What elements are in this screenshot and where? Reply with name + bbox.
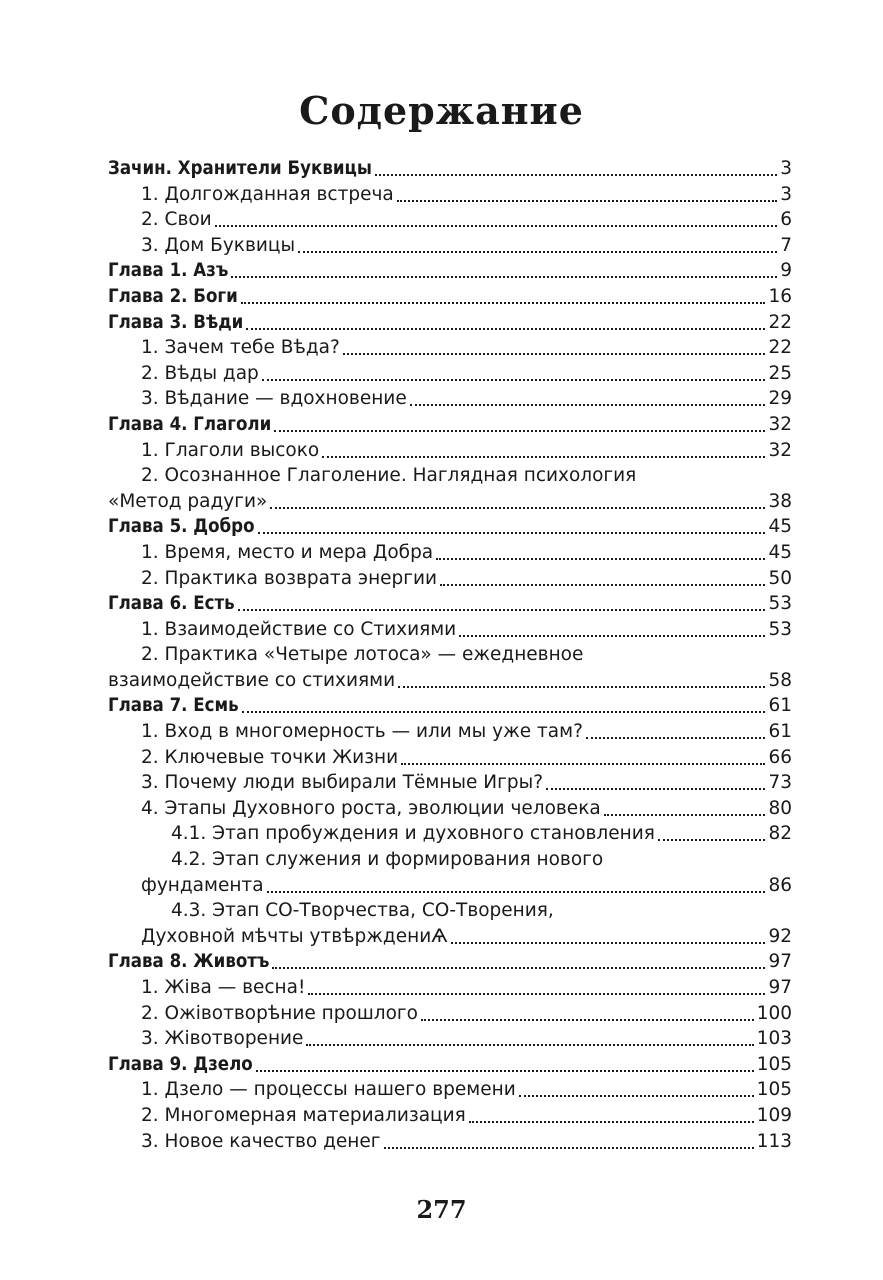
toc-entry-text: 3. Дом Буквицы	[141, 234, 296, 256]
toc-chapter-entry	[108, 156, 792, 182]
toc-entry-text: Глава 3. Вѣди	[108, 311, 244, 333]
page-number: 277	[416, 1195, 467, 1224]
dot-leader	[421, 1018, 754, 1021]
toc-section-entry	[108, 335, 792, 361]
toc-section-entry	[108, 540, 792, 566]
dot-leader	[436, 557, 765, 560]
dot-leader	[519, 1094, 754, 1097]
toc-entry-text: 2. Практика возврата энергии	[141, 567, 438, 589]
toc-entry-text: Зачин. Хранители Буквицы	[108, 158, 372, 179]
toc-entry-text: 2. Многомерная материализация	[141, 1104, 466, 1126]
toc-entry-text: 3. Вѣдание — вдохновение	[141, 388, 407, 410]
toc-entry-text: Глава 9. Дзело	[108, 1053, 253, 1075]
toc-page-number: 105	[756, 1079, 792, 1101]
toc-entry-text: взаимодействие со стихиями	[108, 669, 396, 691]
toc-section-entry	[108, 182, 792, 208]
dot-leader	[241, 301, 766, 304]
dot-leader	[469, 1120, 754, 1123]
toc-entry-text-line1: 2. Практика «Четыре лотоса» — ежедневное	[141, 644, 584, 666]
dot-leader	[258, 531, 766, 534]
dot-leader	[270, 506, 765, 509]
toc-page-number: 97	[768, 951, 792, 973]
dot-leader	[215, 224, 778, 227]
toc-entry-text: 2. Ключевые точки Жизни	[141, 746, 399, 768]
toc-section-entry	[108, 438, 792, 464]
toc-page-number: 9	[780, 260, 792, 282]
dot-leader	[246, 327, 765, 330]
toc-page-number: 3	[780, 158, 792, 179]
toc-page-number: 3	[780, 183, 792, 205]
toc-entry-text: 2. Ожівотворѣние прошлого	[141, 1002, 418, 1024]
toc-entry-text: Духовной мѣчты утвѣрждениѦ	[141, 925, 448, 947]
dot-leader	[272, 966, 765, 969]
toc-page-number: 22	[768, 311, 792, 333]
toc-entry-text: Глава 1. Азъ	[108, 260, 229, 282]
toc-page-number: 113	[756, 1130, 792, 1152]
toc-chapter-entry	[108, 1052, 792, 1078]
toc-page-number: 58	[768, 669, 792, 691]
toc-chapter-entry	[108, 949, 792, 975]
toc-entry-text: Глава 6. Есть	[108, 593, 235, 615]
toc-chapter-entry	[108, 693, 792, 719]
dot-leader	[451, 941, 766, 944]
toc-section-entry	[108, 745, 792, 771]
toc-page-number: 100	[756, 1002, 792, 1024]
toc-entry-text: 1. Время, место и мера Добра	[141, 541, 434, 563]
page-title: Содержание	[299, 88, 584, 133]
toc-entry-text: 1. Зачем тебе Вѣда?	[141, 337, 340, 359]
dot-leader	[274, 429, 765, 432]
toc-page-number: 86	[768, 874, 792, 896]
toc-entry-text: 1. Взаимодействие со Стихиями	[141, 618, 457, 640]
toc-chapter-entry	[108, 310, 792, 336]
toc-entry-text: 1. Дзело — процессы нашего времени	[141, 1079, 516, 1101]
toc-entry-text: 1. Глаголи высоко	[141, 439, 320, 461]
toc-page-number: 82	[768, 823, 792, 845]
dot-leader	[546, 787, 765, 790]
toc-section-entry	[108, 1129, 792, 1155]
toc-page-number: 22	[768, 337, 792, 359]
toc-entry-text-line1: 4.2. Этап служения и формирования нового	[171, 849, 604, 871]
toc-page-number: 45	[768, 541, 792, 563]
toc-chapter-entry	[108, 412, 792, 438]
toc-page-number: 97	[768, 977, 792, 998]
toc-section-entry	[108, 821, 792, 847]
toc-page-number: 53	[768, 618, 792, 640]
toc-section-entry	[108, 796, 792, 822]
toc-page-number: 45	[768, 516, 792, 538]
dot-leader	[262, 378, 766, 381]
toc-chapter-entry	[108, 591, 792, 617]
toc-page-number: 16	[768, 285, 792, 307]
table-of-contents	[108, 156, 792, 1154]
toc-page-number: 105	[756, 1053, 792, 1075]
toc-page-number: 7	[780, 234, 792, 256]
toc-entry-text: 2. Свои	[141, 209, 212, 231]
toc-page-number: 109	[756, 1104, 792, 1126]
toc-entry-text: 1. Жіва — весна!	[141, 977, 306, 998]
toc-section-entry	[108, 975, 792, 1001]
dot-leader	[242, 710, 766, 713]
dot-leader	[256, 1069, 754, 1072]
dot-leader	[231, 275, 777, 278]
dot-leader	[398, 685, 765, 688]
toc-section-entry	[108, 233, 792, 259]
dot-leader	[267, 890, 766, 893]
toc-section-entry	[108, 719, 792, 745]
dot-leader	[658, 838, 766, 841]
toc-section-entry	[108, 617, 792, 643]
toc-page-number: 29	[768, 388, 792, 410]
toc-chapter-entry	[108, 514, 792, 540]
dot-leader	[440, 583, 765, 586]
toc-page-number: 50	[768, 567, 792, 589]
toc-chapter-entry	[108, 258, 792, 284]
toc-section-entry	[108, 847, 792, 898]
toc-section-entry	[108, 566, 792, 592]
toc-entry-text: 4.1. Этап пробуждения и духовного становления	[171, 823, 655, 845]
toc-entry-text: Глава 5. Добро	[108, 516, 255, 538]
dot-leader	[410, 403, 766, 406]
toc-entry-text: 3. Новое качество денег	[141, 1130, 381, 1152]
toc-page-number: 80	[768, 797, 792, 819]
dot-leader	[604, 813, 766, 816]
toc-entry-text: фундамента	[141, 874, 264, 896]
toc-page-number: 73	[768, 772, 792, 794]
toc-entry-text: Глава 8. Животъ	[108, 951, 270, 973]
toc-entry-text-line1: 2. Осознанное Глаголение. Наглядная психология	[141, 465, 637, 487]
toc-section-entry	[108, 463, 792, 514]
dot-leader	[238, 608, 766, 611]
toc-page-number: 61	[768, 721, 792, 743]
toc-section-entry	[108, 642, 792, 693]
toc-page-number: 61	[768, 695, 792, 717]
toc-section-entry	[108, 770, 792, 796]
dot-leader	[308, 992, 765, 995]
toc-entry-text: «Метод радуги»	[108, 490, 268, 512]
toc-page-number: 25	[768, 362, 792, 384]
toc-section-entry	[108, 1077, 792, 1103]
toc-entry-text: Глава 4. Глаголи	[108, 413, 272, 435]
toc-page-number: 32	[768, 439, 792, 461]
toc-section-entry	[108, 207, 792, 233]
toc-chapter-entry	[108, 284, 792, 310]
toc-entry-text: 3. Жівотворение	[141, 1028, 304, 1050]
toc-section-entry	[108, 1001, 792, 1027]
toc-page-number: 32	[768, 413, 792, 435]
dot-leader	[343, 352, 766, 355]
toc-entry-text: Глава 7. Есмь	[108, 695, 239, 717]
dot-leader	[397, 199, 777, 202]
dot-leader	[322, 455, 765, 458]
toc-section-entry	[108, 386, 792, 412]
dot-leader	[459, 634, 765, 637]
dot-leader	[306, 1043, 753, 1046]
toc-page-number: 38	[768, 490, 792, 512]
dot-leader	[298, 250, 777, 253]
toc-entry-text: 3. Почему люди выбирали Тёмные Игры?	[141, 772, 544, 794]
toc-page-number: 66	[768, 746, 792, 768]
toc-entry-text: Глава 2. Боги	[108, 285, 238, 307]
toc-section-entry	[108, 1103, 792, 1129]
toc-section-entry	[108, 898, 792, 949]
dot-leader	[375, 173, 777, 176]
toc-page-number: 53	[768, 593, 792, 615]
toc-page-number: 103	[756, 1028, 792, 1050]
toc-section-entry	[108, 1026, 792, 1052]
toc-section-entry	[108, 361, 792, 387]
toc-entry-text-line1: 4.3. Этап СО-Творчества, СО-Творения,	[171, 900, 554, 922]
dot-leader	[384, 1146, 754, 1149]
toc-page-number: 92	[768, 925, 792, 947]
toc-entry-text: 4. Этапы Духовного роста, эволюции человека	[141, 797, 601, 819]
toc-page-number: 6	[780, 209, 792, 231]
toc-entry-text: 2. Вѣды дар	[141, 362, 259, 384]
toc-entry-text: 1. Долгожданная встреча	[141, 183, 394, 205]
dot-leader	[586, 736, 766, 739]
dot-leader	[401, 762, 765, 765]
toc-entry-text: 1. Вход в многомерность — или мы уже там?	[141, 721, 583, 743]
